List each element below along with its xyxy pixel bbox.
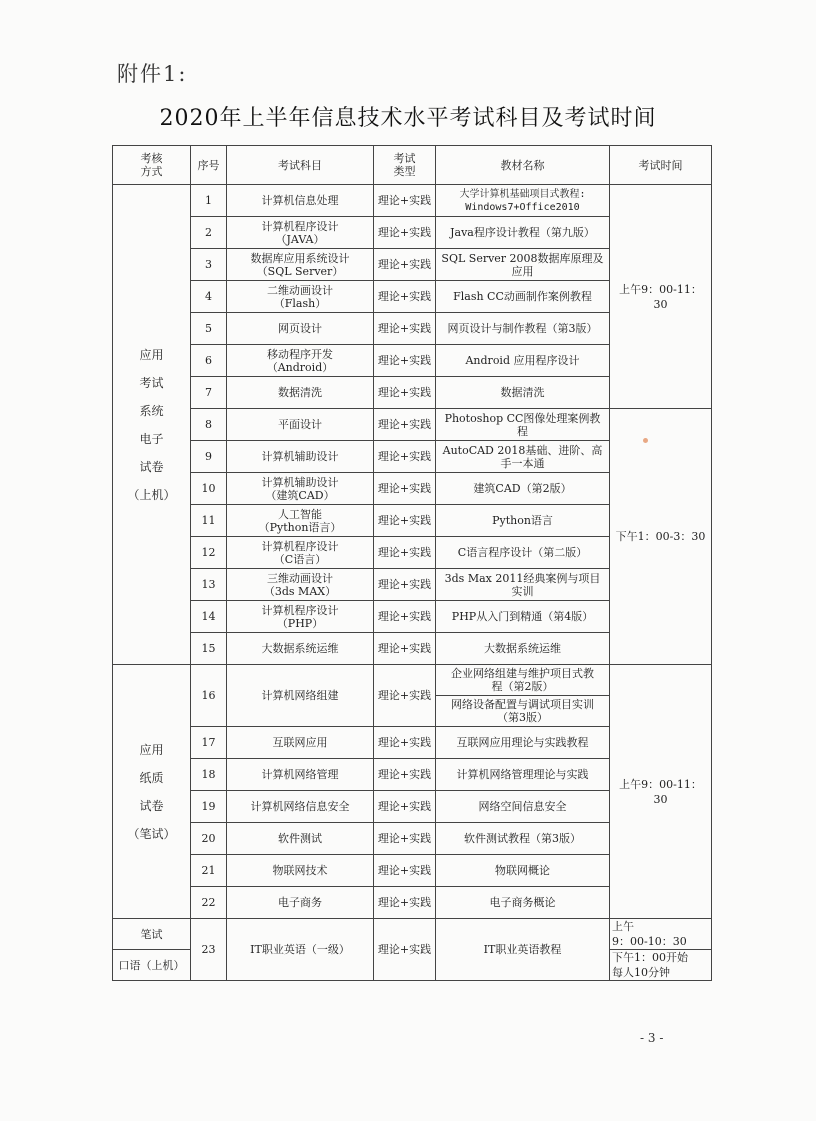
row-textbook: 软件测试教程（第3版） xyxy=(436,823,610,855)
header-method: 考核 方式 xyxy=(113,146,191,185)
row-number: 18 xyxy=(191,759,227,791)
row-number: 19 xyxy=(191,791,227,823)
row-textbook: 电子商务概论 xyxy=(436,887,610,919)
row-subject: 计算机辅助设计 xyxy=(227,441,374,473)
row-textbook: 网页设计与制作教程（第3版） xyxy=(436,313,610,345)
row-textbook: 大学计算机基础项目式教程: Windows7+Office2010 xyxy=(436,185,610,217)
header-type: 考试 类型 xyxy=(374,146,436,185)
row-subject: 数据库应用系统设计 （SQL Server） xyxy=(227,249,374,281)
row-number: 8 xyxy=(191,409,227,441)
row-type: 理论+实践 xyxy=(374,665,436,727)
row-number: 2 xyxy=(191,217,227,249)
row-textbook: Android 应用程序设计 xyxy=(436,345,610,377)
row-type: 理论+实践 xyxy=(374,281,436,313)
row-textbook: 建筑CAD（第2版） xyxy=(436,473,610,505)
group-electronic-exam: 应用 考试 系统 电子 试卷 （上机） xyxy=(113,185,191,665)
row-number: 21 xyxy=(191,855,227,887)
row-subject: 互联网应用 xyxy=(227,727,374,759)
row-type: 理论+实践 xyxy=(374,473,436,505)
row-textbook: 数据清洗 xyxy=(436,377,610,409)
header-subject: 考试科目 xyxy=(227,146,374,185)
row-number: 15 xyxy=(191,633,227,665)
header-number: 序号 xyxy=(191,146,227,185)
row-number: 6 xyxy=(191,345,227,377)
row-number: 12 xyxy=(191,537,227,569)
row-subject: 计算机网络信息安全 xyxy=(227,791,374,823)
table-row xyxy=(113,185,712,217)
row-subject: 平面设计 xyxy=(227,409,374,441)
row-subject: IT职业英语（一级） xyxy=(227,919,374,981)
row-type: 理论+实践 xyxy=(374,249,436,281)
row-textbook: Python语言 xyxy=(436,505,610,537)
row-type: 理论+实践 xyxy=(374,345,436,377)
row-textbook: 物联网概论 xyxy=(436,855,610,887)
row-textbook: Flash CC动画制作案例教程 xyxy=(436,281,610,313)
row-type: 理论+实践 xyxy=(374,217,436,249)
row-textbook: Java程序设计教程（第九版） xyxy=(436,217,610,249)
row-number: 7 xyxy=(191,377,227,409)
exam-schedule-table xyxy=(112,145,712,981)
row-subject: 计算机网络组建 xyxy=(227,665,374,727)
row-textbook: 计算机网络管理理论与实践 xyxy=(436,759,610,791)
row-number: 13 xyxy=(191,569,227,601)
row-textbook-secondary: 网络设备配置与调试项目实训 （第3版） xyxy=(436,696,610,727)
row-subject: 二维动画设计 （Flash） xyxy=(227,281,374,313)
row-subject: 计算机程序设计 （PHP） xyxy=(227,601,374,633)
row-number: 1 xyxy=(191,185,227,217)
row-textbook: PHP从入门到精通（第4版） xyxy=(436,601,610,633)
row-number: 22 xyxy=(191,887,227,919)
group-written: 笔试 xyxy=(113,919,191,950)
row-type: 理论+实践 xyxy=(374,887,436,919)
row-type: 理论+实践 xyxy=(374,759,436,791)
row-type: 理论+实践 xyxy=(374,505,436,537)
row-textbook: 互联网应用理论与实践教程 xyxy=(436,727,610,759)
row-type: 理论+实践 xyxy=(374,377,436,409)
row-subject: 计算机程序设计 （C语言） xyxy=(227,537,374,569)
row-type: 理论+实践 xyxy=(374,441,436,473)
row-number: 11 xyxy=(191,505,227,537)
row-number: 5 xyxy=(191,313,227,345)
row-number: 4 xyxy=(191,281,227,313)
attachment-label: 附件1: xyxy=(117,62,188,86)
row-type: 理论+实践 xyxy=(374,823,436,855)
row-subject: 计算机信息处理 xyxy=(227,185,374,217)
row-subject: 大数据系统运维 xyxy=(227,633,374,665)
time-slot-3: 上午9：00-11： 30 xyxy=(610,665,712,919)
stray-mark xyxy=(643,438,648,443)
row-textbook: 大数据系统运维 xyxy=(436,633,610,665)
row-type: 理论+实践 xyxy=(374,537,436,569)
document-title: 2020年上半年信息技术水平考试科目及考试时间 xyxy=(159,106,657,131)
row-type: 理论+实践 xyxy=(374,601,436,633)
table-row xyxy=(113,409,712,441)
row-textbook: 3ds Max 2011经典案例与项目 实训 xyxy=(436,569,610,601)
row-subject: 软件测试 xyxy=(227,823,374,855)
time-slot-4a: 上午 9：00-10：30 xyxy=(610,919,712,950)
row-number: 20 xyxy=(191,823,227,855)
table-header-row xyxy=(113,146,712,185)
group-oral: 口语（上机） xyxy=(113,950,191,981)
row-textbook: SQL Server 2008数据库原理及 应用 xyxy=(436,249,610,281)
time-slot-1: 上午9：00-11： 30 xyxy=(610,185,712,409)
table-row xyxy=(113,919,712,950)
time-slot-4b: 下午1：00开始 每人10分钟 xyxy=(610,950,712,981)
row-subject: 人工智能 （Python语言） xyxy=(227,505,374,537)
row-subject: 三维动画设计 （3ds MAX） xyxy=(227,569,374,601)
row-number: 3 xyxy=(191,249,227,281)
row-type: 理论+实践 xyxy=(374,409,436,441)
row-subject: 计算机程序设计 （JAVA） xyxy=(227,217,374,249)
row-type: 理论+实践 xyxy=(374,185,436,217)
row-type: 理论+实践 xyxy=(374,791,436,823)
row-subject: 移动程序开发 （Android） xyxy=(227,345,374,377)
table-row xyxy=(113,665,712,696)
row-subject: 物联网技术 xyxy=(227,855,374,887)
row-number: 14 xyxy=(191,601,227,633)
row-number: 9 xyxy=(191,441,227,473)
row-textbook: C语言程序设计（第二版） xyxy=(436,537,610,569)
row-textbook: IT职业英语教程 xyxy=(436,919,610,981)
row-textbook: 网络空间信息安全 xyxy=(436,791,610,823)
row-type: 理论+实践 xyxy=(374,855,436,887)
row-textbook: AutoCAD 2018基础、进阶、高 手一本通 xyxy=(436,441,610,473)
header-textbook: 教材名称 xyxy=(436,146,610,185)
header-time: 考试时间 xyxy=(610,146,712,185)
row-number: 23 xyxy=(191,919,227,981)
row-type: 理论+实践 xyxy=(374,313,436,345)
row-number: 16 xyxy=(191,665,227,727)
row-subject: 计算机辅助设计 （建筑CAD） xyxy=(227,473,374,505)
group-paper-exam: 应用 纸质 试卷 （笔试） xyxy=(113,665,191,919)
row-type: 理论+实践 xyxy=(374,569,436,601)
row-subject: 网页设计 xyxy=(227,313,374,345)
row-number: 10 xyxy=(191,473,227,505)
row-textbook: Photoshop CC图像处理案例教 程 xyxy=(436,409,610,441)
row-subject: 电子商务 xyxy=(227,887,374,919)
row-type: 理论+实践 xyxy=(374,633,436,665)
row-number: 17 xyxy=(191,727,227,759)
row-type: 理论+实践 xyxy=(374,919,436,981)
page-number: - 3 - xyxy=(640,1031,664,1045)
time-slot-2: 下午1：00-3：30 xyxy=(610,409,712,665)
row-textbook: 企业网络组建与维护项目式教 程（第2版） xyxy=(436,665,610,696)
row-subject: 计算机网络管理 xyxy=(227,759,374,791)
row-type: 理论+实践 xyxy=(374,727,436,759)
row-subject: 数据清洗 xyxy=(227,377,374,409)
